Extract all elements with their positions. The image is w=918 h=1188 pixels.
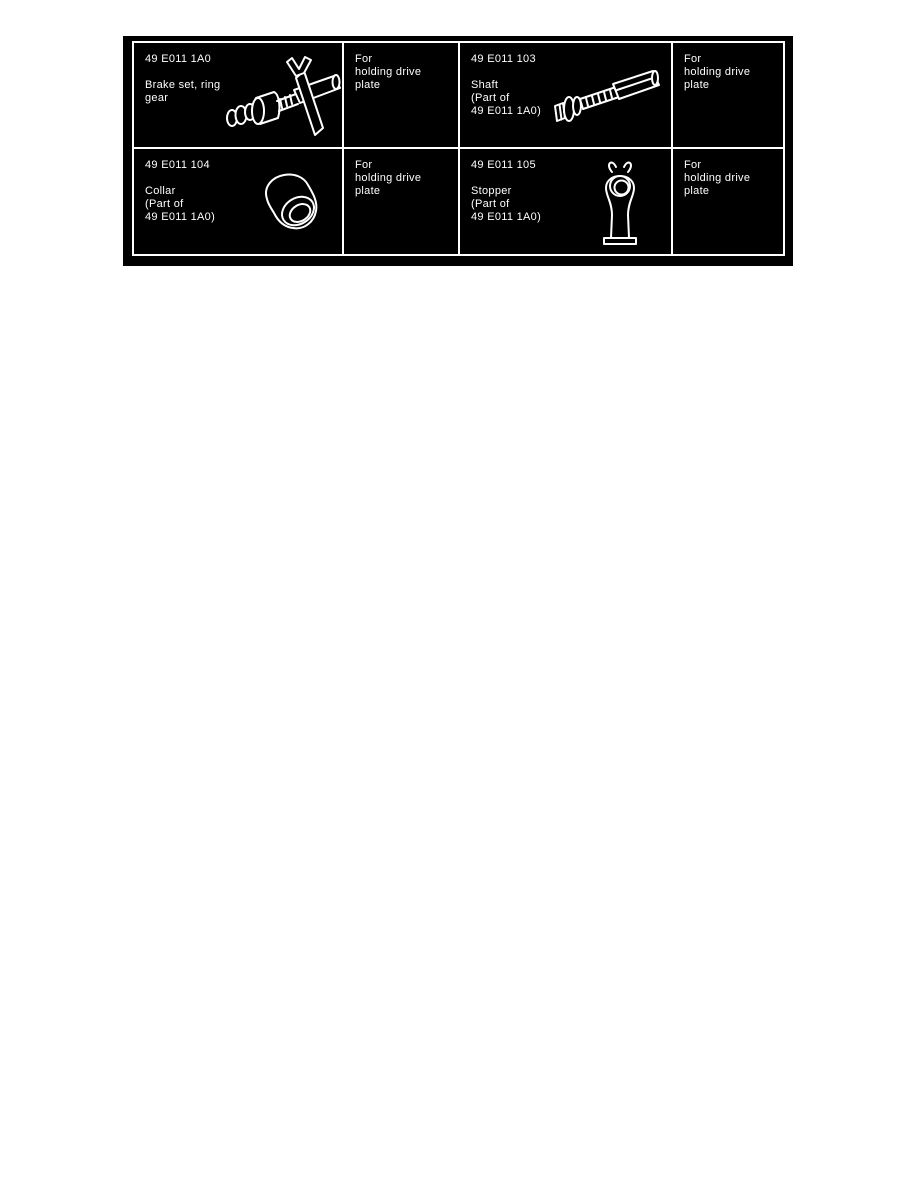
tool-cell-shaft <box>460 43 673 147</box>
tool-name-line: Shaft <box>471 79 499 91</box>
tool-cell-collar <box>134 149 344 254</box>
usage-line: plate <box>355 185 381 197</box>
usage-cell <box>344 43 460 147</box>
usage-cell <box>673 149 783 254</box>
usage-line: For <box>684 159 702 171</box>
usage-line: holding drive <box>355 66 422 78</box>
tool-name-line: Stopper <box>471 185 512 197</box>
tool-name-line: Brake set, ring <box>145 79 221 91</box>
tool-cell-stopper <box>460 149 673 254</box>
part-number: 49 E011 103 <box>471 53 536 65</box>
usage-cell <box>673 43 783 147</box>
part-number: 49 E011 1A0 <box>145 53 212 65</box>
usage-line: holding drive <box>355 172 422 184</box>
tool-name-line: (Part of <box>471 92 510 104</box>
collar-illustration <box>250 169 340 241</box>
stopper-illustration <box>585 159 655 251</box>
usage-line: plate <box>684 79 710 91</box>
tool-name-line: gear <box>145 92 169 104</box>
tool-name-line: (Part of <box>471 198 510 210</box>
table-border <box>132 41 785 256</box>
usage-line: plate <box>355 79 381 91</box>
table-row <box>134 149 783 254</box>
tool-cell-brake-set <box>134 43 344 147</box>
tool-name-line: 49 E011 1A0) <box>471 105 542 117</box>
tool-name-line: Collar <box>145 185 176 197</box>
tool-name-line: (Part of <box>145 198 184 210</box>
special-service-tools-table <box>123 36 793 266</box>
tool-name-line: 49 E011 1A0) <box>471 211 542 223</box>
tool-name-line: 49 E011 1A0) <box>145 211 216 223</box>
part-number: 49 E011 104 <box>145 159 210 171</box>
usage-line: For <box>355 53 373 65</box>
table-row <box>134 43 783 149</box>
usage-line: holding drive <box>684 172 751 184</box>
usage-line: For <box>684 53 702 65</box>
brake-set-ring-gear-illustration <box>222 55 344 143</box>
part-number: 49 E011 105 <box>471 159 536 171</box>
usage-line: holding drive <box>684 66 751 78</box>
usage-line: For <box>355 159 373 171</box>
usage-cell <box>344 149 460 254</box>
shaft-illustration <box>550 65 665 127</box>
usage-line: plate <box>684 185 710 197</box>
